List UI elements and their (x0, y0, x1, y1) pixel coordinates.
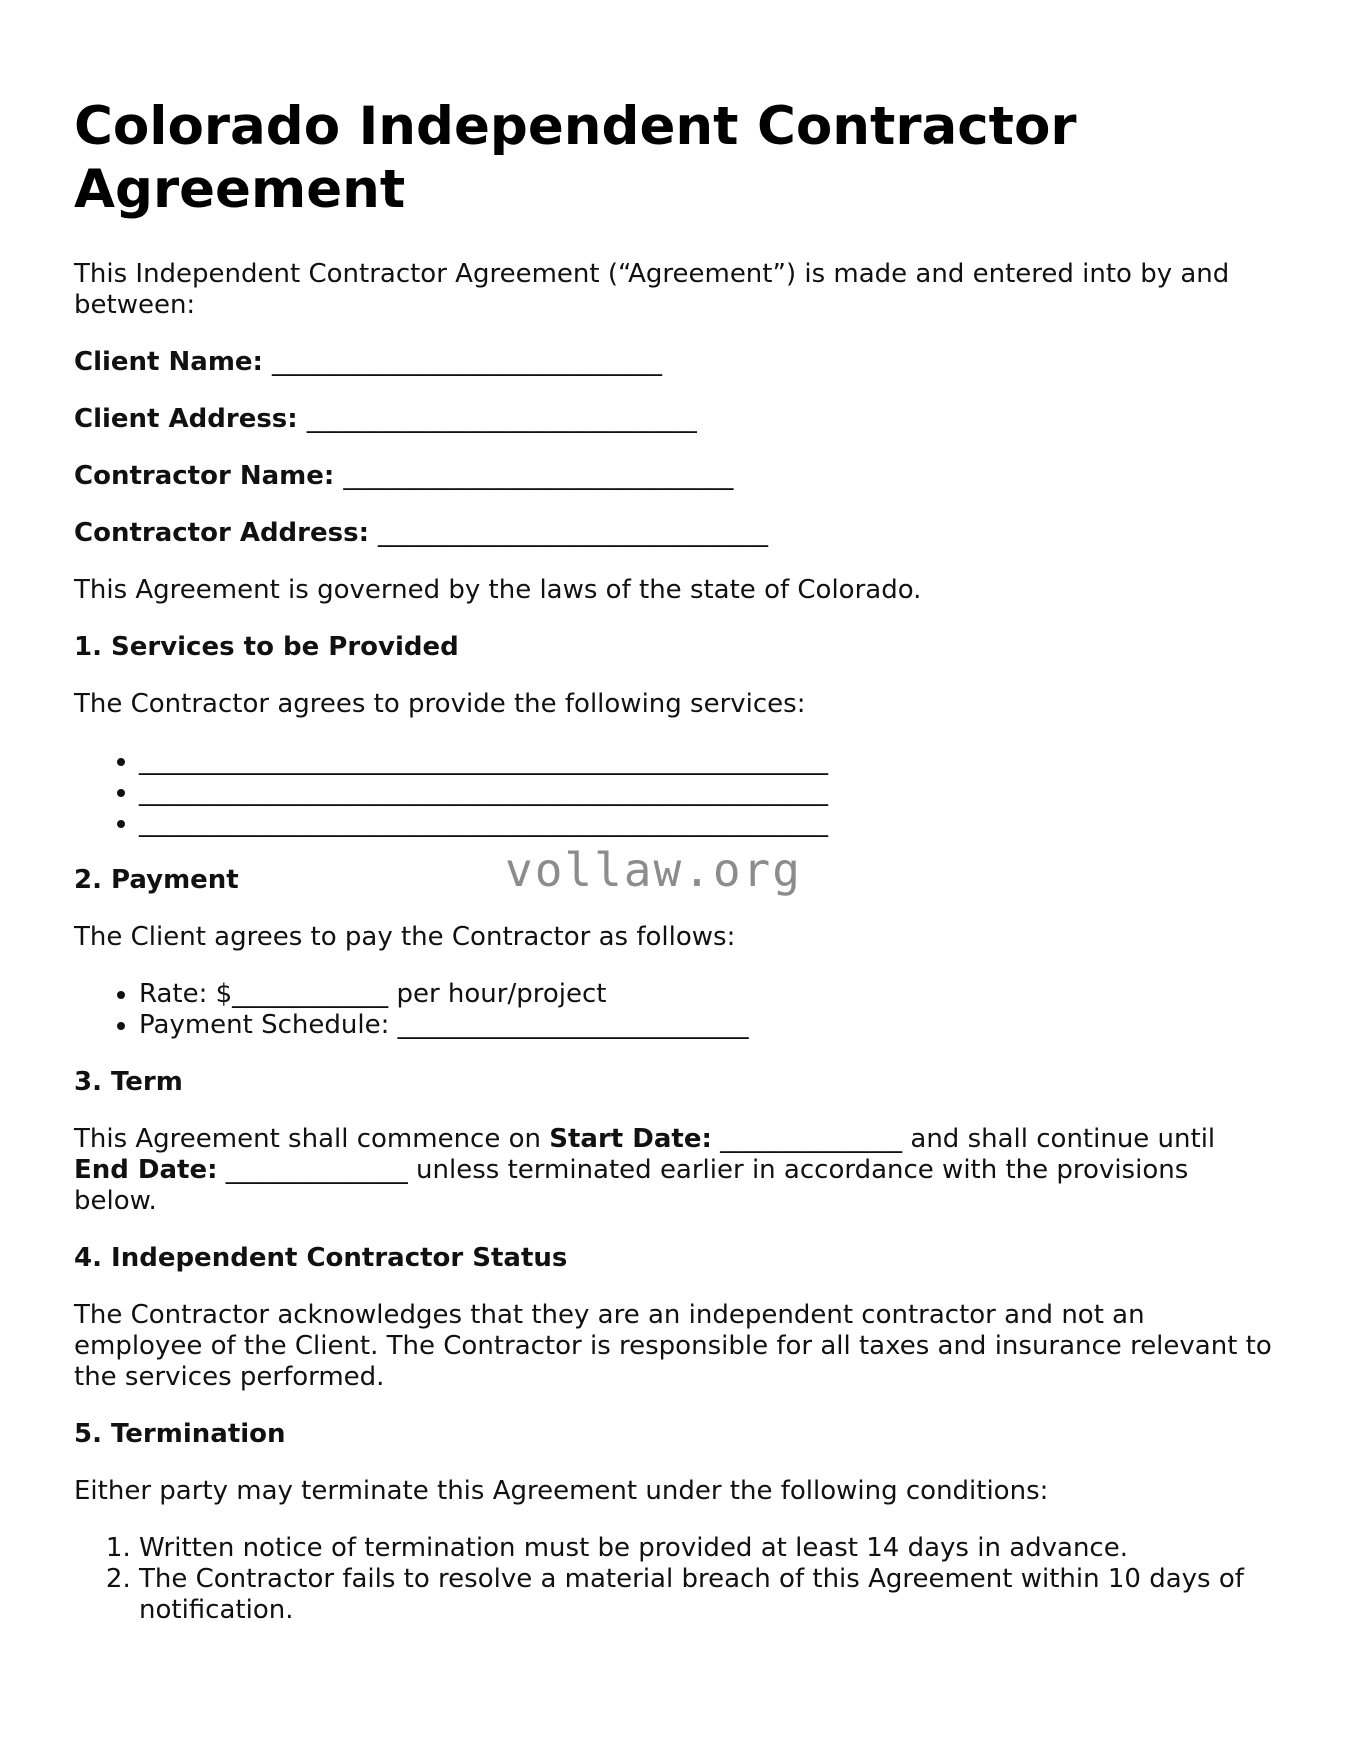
contractor-name-field (74, 461, 1274, 492)
termination-list (74, 1533, 1274, 1626)
termination-item: 2. The Contractor fails to resolve a material breach of this Agreement within 10 days of notification. (139, 1564, 1274, 1626)
watermark: vollaw.org (505, 843, 802, 897)
contractor-name-label: Contractor Name: (74, 461, 335, 491)
section-4-heading: 4. Independent Contractor Status (74, 1243, 568, 1273)
payment-schedule: • Payment Schedule: ___________________________ (139, 1010, 1274, 1041)
term-mid: ______________ and shall continue until (711, 1124, 1216, 1154)
termination-item: 1. Written notice of termination must be provided at least 14 days in advance. (139, 1533, 1274, 1564)
service-item: • _____________________________________________________ (139, 777, 1274, 808)
client-address-blank: ______________________________ (306, 404, 697, 434)
start-date-label: Start Date: (549, 1124, 712, 1154)
services-list (74, 746, 1274, 839)
document-title: Colorado Independent Contractor Agreement (74, 96, 1077, 220)
client-name-field (74, 347, 1274, 378)
client-address-field (74, 404, 1274, 435)
section-2-heading: 2. Payment (74, 865, 239, 895)
section-5-text: Either party may terminate this Agreement under the following conditions: (74, 1476, 1049, 1506)
client-name-label: Client Name: (74, 347, 263, 377)
contractor-address-field (74, 518, 1274, 549)
section-3-heading: 3. Term (74, 1067, 183, 1097)
service-item: • _____________________________________________________ (139, 746, 1274, 777)
contractor-name-blank: ______________________________ (343, 461, 734, 491)
section-1-text: The Contractor agrees to provide the following services: (74, 689, 806, 719)
payment-list (74, 979, 1274, 1041)
section-4-text: The Contractor acknowledges that they are an independent contractor and not an employee of the Client. The Contractor is responsible for all taxes and insurance relevant to the services performed. (74, 1300, 1272, 1392)
contractor-address-blank: ______________________________ (378, 518, 769, 548)
governing-law: This Agreement is governed by the laws of the state of Colorado. (74, 575, 922, 605)
section-2-text: The Client agrees to pay the Contractor as follows: (74, 922, 736, 952)
service-item: • _____________________________________________________ (139, 808, 1274, 839)
intro-paragraph: This Independent Contractor Agreement (“Agreement”) is made and entered into by and between: (74, 259, 1230, 320)
end-date-label: End Date: (74, 1155, 218, 1185)
section-5-heading: 5. Termination (74, 1419, 286, 1449)
term-paragraph (74, 1124, 1274, 1217)
payment-rate: • Rate: $____________ per hour/project (139, 979, 1274, 1010)
term-post: ______________ unless terminated earlier in accordance with the provisions below. (74, 1155, 1189, 1216)
client-name-blank: ______________________________ (272, 347, 663, 377)
contractor-address-label: Contractor Address: (74, 518, 369, 548)
client-address-label: Client Address: (74, 404, 298, 434)
term-pre: This Agreement shall commence on (74, 1124, 550, 1154)
section-1-heading: 1. Services to be Provided (74, 632, 459, 662)
